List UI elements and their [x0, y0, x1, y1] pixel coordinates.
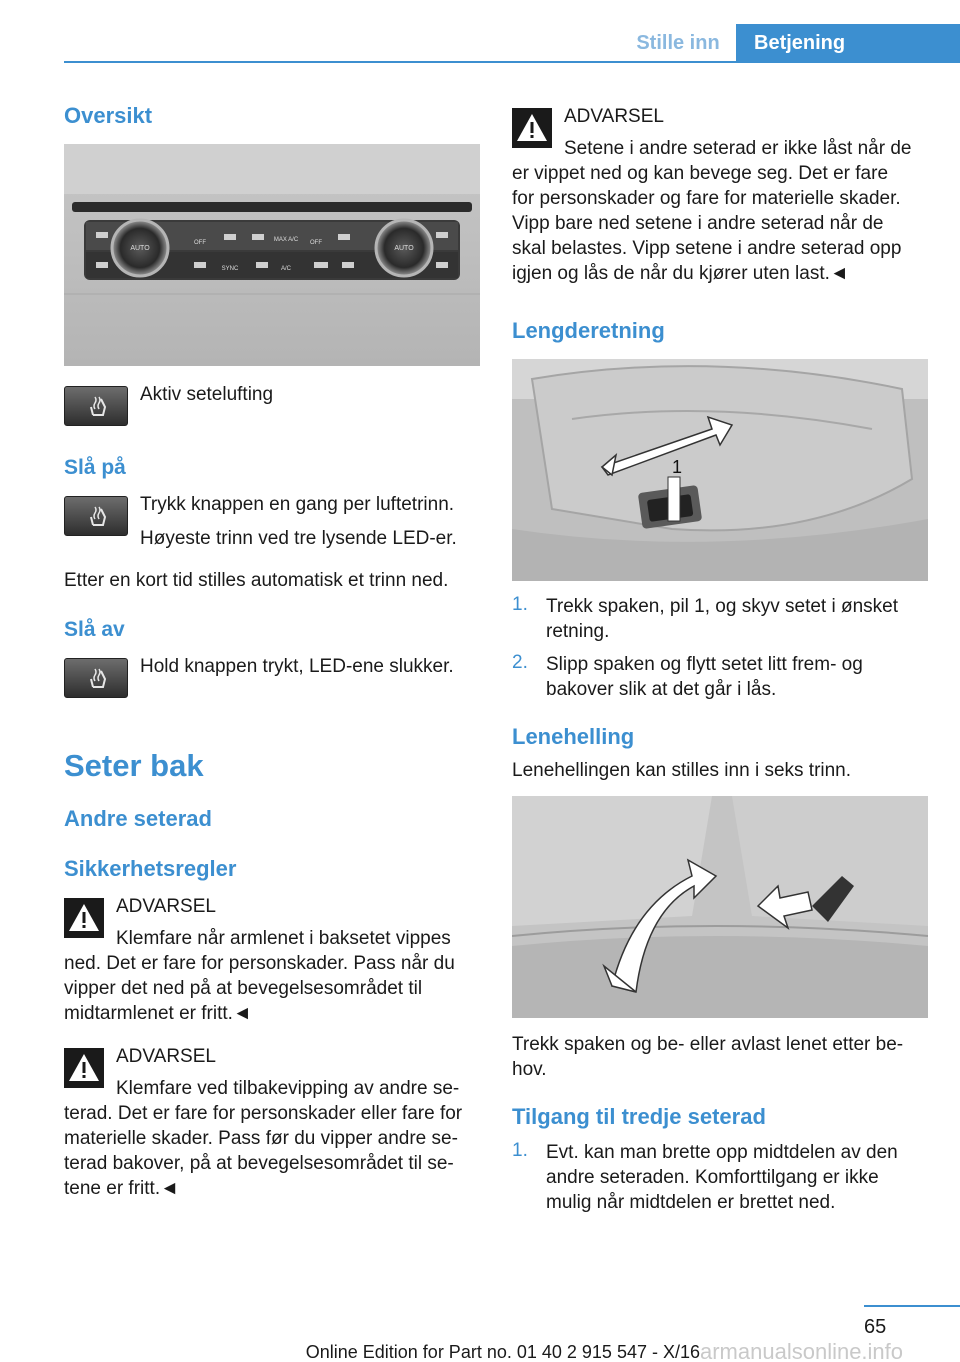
trekk-line2: hov.: [512, 1059, 547, 1080]
warning3-line1: Setene i andre seterad er ikke låst når de: [564, 138, 912, 159]
list-item-1-line2: retning.: [546, 621, 610, 642]
warning3-title: ADVARSEL: [564, 106, 664, 127]
list-item-2-line2: bakover slik at det går i lås.: [546, 679, 777, 700]
header-tab-betjening[interactable]: Betjening: [736, 24, 960, 62]
photo-label-1: 1: [672, 457, 683, 477]
panel-off-1[interactable]: OFF: [194, 240, 206, 246]
heading-andre-seterad: Andre seterad: [64, 806, 212, 831]
list-item-3-line2: andre seteraden. Komforttilgang er ikke: [546, 1167, 879, 1188]
list-item-2-number: 2.: [512, 652, 528, 673]
warning2-line5: tene er fritt.◄: [64, 1178, 179, 1199]
sla-av-text: Hold knappen trykt, LED-ene slukker.: [140, 656, 454, 677]
warning2-title: ADVARSEL: [116, 1046, 216, 1067]
warning2-line2: terad. Det er fare for personskader eller fare for: [64, 1103, 463, 1124]
warning-icon: [512, 108, 552, 148]
header-rule: [64, 61, 960, 63]
panel-ac[interactable]: A/C: [280, 266, 292, 272]
warning3-line4: Vipp bare ned setene i andre seterad når de: [512, 213, 884, 234]
list-item-1-number: 1.: [512, 594, 528, 615]
ventilated-seat-button-icon: [64, 386, 128, 426]
heading-sikkerhetsregler: Sikkerhetsregler: [64, 856, 237, 881]
page-number: 65: [864, 1316, 887, 1338]
warning1-line4: midtarmlenet er fritt.◄: [64, 1003, 252, 1024]
list-item-3-number: 1.: [512, 1140, 528, 1161]
footer-edition: Online Edition for Part no. 01 40 2 915 547 - X/16: [305, 1342, 700, 1362]
warning3-line2: er vippet ned og kan bevege seg. Det er fare: [512, 163, 889, 184]
heading-sla-av: Slå av: [64, 618, 125, 641]
seat-lengthwise-photo: [512, 359, 928, 581]
footer-rule: [864, 1305, 960, 1307]
watermark: armanualsonline.info: [700, 1339, 904, 1362]
heading-lengderetning: Lengderetning: [512, 318, 665, 343]
panel-off-2[interactable]: OFF: [310, 240, 322, 246]
aktiv-setelufting-label: Aktiv setelufting: [140, 384, 274, 405]
climate-panel-photo: [64, 144, 480, 366]
panel-max-ac[interactable]: MAX A/C: [273, 237, 299, 243]
heading-oversikt: Oversikt: [64, 103, 153, 128]
warning2-line4: terad bakover, på at bevegelsesområdet til se-: [64, 1153, 454, 1174]
etter-text: Etter en kort tid stilles automatisk et trinn ned.: [64, 570, 449, 591]
list-item-3-line1: Evt. kan man brette opp midtdelen av den: [546, 1142, 898, 1163]
warning3-line5: skal belastes. Vipp setene i andre seterad opp: [512, 238, 902, 259]
list-item-2-line1: Slipp spaken og flytt setet litt frem- og: [546, 654, 863, 675]
warning1-line2: ned. Det er fare for personskader. Pass når du: [64, 953, 455, 974]
header-tab-stille-inn[interactable]: Stille inn: [636, 31, 720, 54]
warning2-line1: Klemfare ved tilbakevipping av andre se-: [116, 1078, 460, 1099]
list-item-3-line3: mulig når midtdelen er brettet ned.: [546, 1192, 836, 1213]
heading-sla-pa: Slå på: [64, 456, 126, 479]
warning-icon: [64, 1048, 104, 1088]
panel-auto-left[interactable]: AUTO: [130, 245, 150, 252]
panel-sync[interactable]: SYNC: [221, 266, 239, 272]
trekk-line1: Trekk spaken og be- eller avlast lenet etter be-: [512, 1034, 904, 1055]
ventilated-seat-off-icon: [64, 658, 128, 698]
warning3-line6: igjen og lås de når du kjører uten last.◄: [512, 263, 849, 284]
lenehelling-text: Lenehellingen kan stilles inn i seks trinn.: [512, 760, 852, 781]
backrest-tilt-photo: [512, 796, 928, 1018]
sla-pa-line2: Høyeste trinn ved tre lysende LED-er.: [140, 528, 457, 549]
heading-lenehelling: Lenehelling: [512, 724, 635, 749]
panel-auto-right[interactable]: AUTO: [394, 245, 414, 252]
warning1-title: ADVARSEL: [116, 896, 216, 917]
ventilated-seat-on-icon: [64, 496, 128, 536]
warning2-line3: materielle skader. Pass før du vipper andre se-: [64, 1128, 458, 1149]
warning1-line1: Klemfare når armlenet i baksetet vippes: [116, 928, 451, 949]
list-item-1-line1: Trekk spaken, pil 1, og skyv setet i ønsket: [546, 596, 898, 617]
sla-pa-line1: Trykk knappen en gang per luftetrinn.: [140, 494, 455, 515]
heading-tilgang: Tilgang til tredje seterad: [512, 1104, 766, 1129]
heading-seter-bak: Seter bak: [64, 748, 204, 783]
warning1-line3: vipper det ned på at bevegelsesområdet til: [64, 978, 423, 999]
warning-icon: [64, 898, 104, 938]
warning3-line3: for personskader og fare for materielle skader.: [512, 188, 901, 209]
